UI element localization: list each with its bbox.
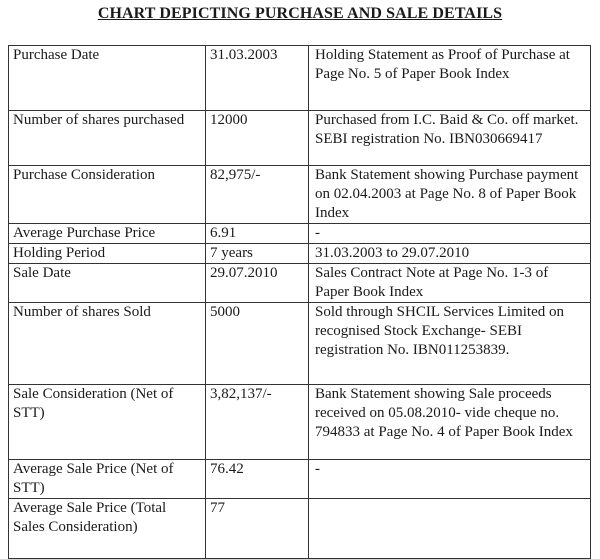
row-label: Average Sale Price (Total Sales Consideration)	[9, 499, 206, 559]
row-value: 7 years	[206, 244, 309, 264]
table-row	[9, 264, 591, 303]
row-value: 12000	[206, 111, 309, 166]
table-row	[9, 46, 591, 111]
row-remarks: 31.03.2003 to 29.07.2010	[309, 244, 591, 264]
table-row	[9, 303, 591, 385]
row-value: 76.42	[206, 460, 309, 499]
row-value: 31.03.2003	[206, 46, 309, 111]
row-remarks	[309, 499, 591, 559]
table-row	[9, 166, 591, 224]
row-value: 5000	[206, 303, 309, 385]
row-remarks: Sold through SHCIL Services Limited on recognised Stock Exchange- SEBI registration No. IBN011253839.	[309, 303, 591, 385]
purchase-sale-table	[8, 45, 591, 559]
row-value: 77	[206, 499, 309, 559]
row-remarks: Holding Statement as Proof of Purchase at Page No. 5 of Paper Book Index	[309, 46, 591, 111]
row-remarks: Bank Statement showing Purchase payment on 02.04.2003 at Page No. 8 of Paper Book Index	[309, 166, 591, 224]
row-remarks: Bank Statement showing Sale proceeds received on 05.08.2010- vide cheque no. 794833 at Page No. 4 of Paper Book Index	[309, 385, 591, 460]
table-row	[9, 460, 591, 499]
row-label: Average Sale Price (Net of STT)	[9, 460, 206, 499]
row-value: 29.07.2010	[206, 264, 309, 303]
row-remarks: -	[309, 224, 591, 244]
row-remarks: -	[309, 460, 591, 499]
row-value: 82,975/-	[206, 166, 309, 224]
row-label: Purchase Consideration	[9, 166, 206, 224]
row-label: Purchase Date	[9, 46, 206, 111]
row-label: Sale Consideration (Net of STT)	[9, 385, 206, 460]
table-row	[9, 385, 591, 460]
table-row	[9, 499, 591, 559]
table-row	[9, 111, 591, 166]
row-remarks: Purchased from I.C. Baid & Co. off market. SEBI registration No. IBN030669417	[309, 111, 591, 166]
row-value: 3,82,137/-	[206, 385, 309, 460]
row-value: 6.91	[206, 224, 309, 244]
document-title: CHART DEPICTING PURCHASE AND SALE DETAILS	[97, 5, 503, 22]
row-remarks: Sales Contract Note at Page No. 1-3 of Paper Book Index	[309, 264, 591, 303]
row-label: Sale Date	[9, 264, 206, 303]
row-label: Average Purchase Price	[9, 224, 206, 244]
row-label: Number of shares purchased	[9, 111, 206, 166]
table-row	[9, 224, 591, 244]
row-label: Holding Period	[9, 244, 206, 264]
table-row	[9, 244, 591, 264]
row-label: Number of shares Sold	[9, 303, 206, 385]
